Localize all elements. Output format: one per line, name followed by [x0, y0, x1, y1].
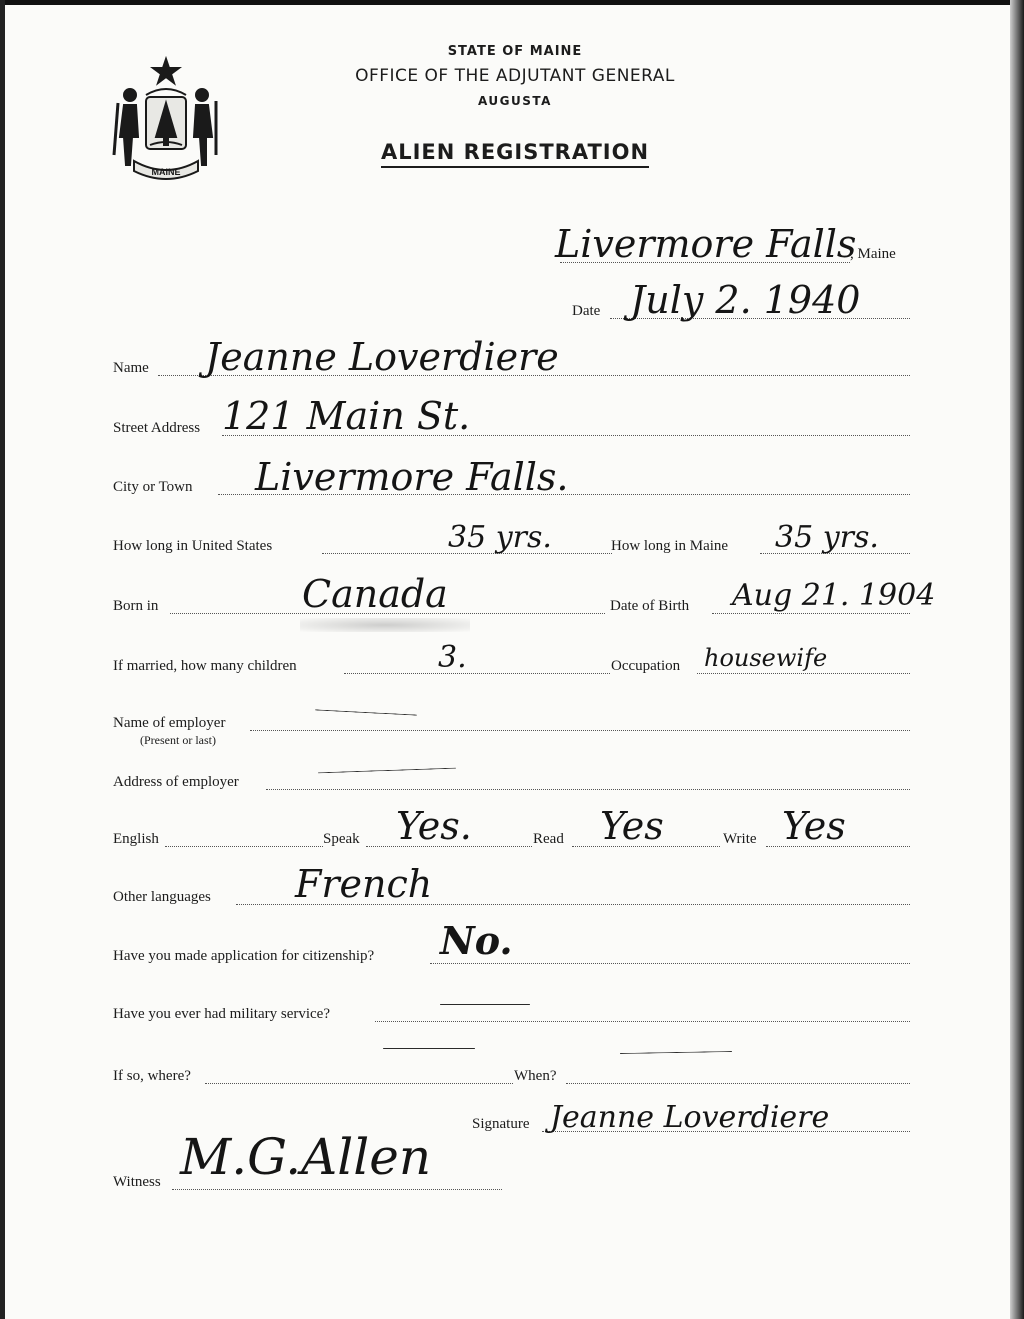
witness-label: Witness [113, 1174, 161, 1190]
seal-ribbon-text: MAINE [151, 167, 181, 177]
occupation-value: housewife [704, 644, 828, 672]
header-city: AUGUSTA [478, 94, 552, 108]
citizenship-value: No. [440, 918, 513, 963]
town-suffix-label: , Maine [850, 246, 896, 262]
ink-smudge [300, 618, 470, 632]
born-value: Canada [302, 572, 448, 616]
employer-line [250, 730, 910, 731]
dob-value: Aug 21. 1904 [732, 578, 936, 613]
when-dash [620, 1051, 732, 1054]
scan-edge-left [0, 0, 5, 1319]
header-office: OFFICE OF THE ADJUTANT GENERAL [355, 66, 675, 86]
form-title-text: ALIEN REGISTRATION [381, 140, 649, 168]
witness-value: M.G.Allen [180, 1128, 432, 1186]
military-dash [440, 1004, 530, 1005]
name-label: Name [113, 360, 149, 376]
town-line [560, 262, 850, 263]
when-label: When? [514, 1068, 557, 1084]
signature-label: Signature [472, 1116, 530, 1132]
children-label: If married, how many children [113, 658, 297, 674]
signature-value: Jeanne Loverdiere [550, 1100, 830, 1135]
us-duration-value: 35 yrs. [448, 520, 552, 555]
employer-address-line [266, 789, 910, 790]
employer-dash [315, 709, 417, 715]
speak-value: Yes. [396, 804, 472, 848]
street-value: 121 Main St. [222, 394, 471, 438]
read-label: Read [533, 831, 564, 847]
maine-state-seal-icon [112, 55, 220, 185]
maine-duration-label: How long in Maine [611, 538, 729, 554]
where-dash [383, 1048, 475, 1049]
date-label: Date [572, 303, 601, 319]
where-label: If so, where? [113, 1068, 191, 1084]
citizenship-line [430, 963, 910, 964]
header-state: STATE OF MAINE [447, 44, 583, 59]
dob-line [712, 613, 910, 614]
us-duration-label: How long in United States [113, 538, 273, 554]
citizenship-label: Have you made application for citizenship? [113, 948, 375, 964]
employer-label: Name of employer [113, 715, 226, 731]
dob-label: Date of Birth [610, 598, 690, 614]
date-value: July 2. 1940 [630, 278, 861, 322]
military-label: Have you ever had military service? [113, 1006, 330, 1022]
read-value: Yes [600, 804, 664, 848]
born-label: Born in [113, 598, 159, 614]
speak-label: Speak [323, 831, 360, 847]
write-label: Write [723, 831, 757, 847]
name-value: Jeanne Loverdiere [205, 335, 559, 379]
other-languages-label: Other languages [113, 889, 211, 905]
city-label: City or Town [113, 479, 193, 495]
witness-line [172, 1189, 502, 1190]
military-line [375, 1021, 910, 1022]
english-label: English [113, 831, 159, 847]
scan-edge-right [1010, 0, 1024, 1319]
employer-address-label: Address of employer [113, 774, 239, 790]
children-line [344, 673, 610, 674]
employer-sublabel: (Present or last) [140, 733, 216, 747]
write-value: Yes [782, 804, 846, 848]
occupation-line [697, 673, 910, 674]
english-line [165, 846, 323, 847]
where-line [205, 1083, 513, 1084]
street-label: Street Address [113, 420, 201, 436]
scan-edge-top [0, 0, 1024, 5]
maine-duration-value: 35 yrs. [775, 520, 879, 555]
city-value: Livermore Falls. [255, 455, 569, 499]
form-title [330, 140, 700, 164]
when-line [566, 1083, 910, 1084]
employer-address-dash [318, 768, 456, 774]
town-value: Livermore Falls [555, 222, 857, 266]
children-value: 3. [438, 640, 467, 675]
occupation-label: Occupation [611, 658, 681, 674]
other-languages-value: French [295, 862, 433, 906]
